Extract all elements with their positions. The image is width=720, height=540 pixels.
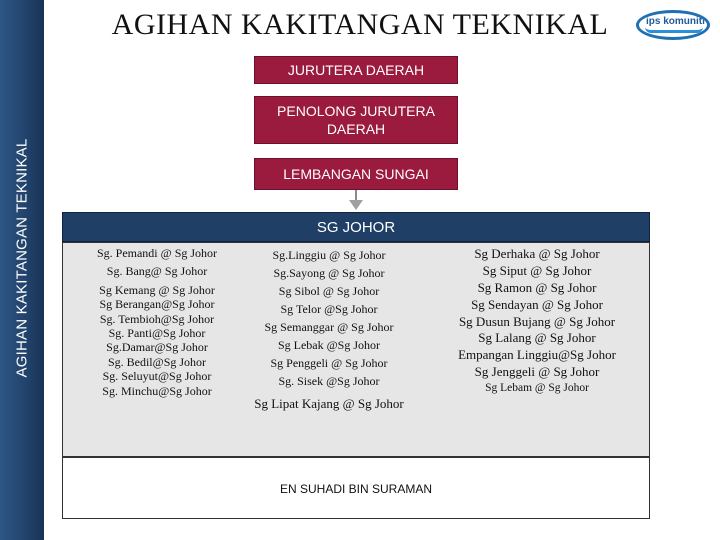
- jurutera-daerah-box: JURUTERA DAERAH: [254, 56, 458, 84]
- list-item: Sg. Sisek @Sg Johor: [278, 374, 380, 388]
- list-item: Sg Siput @ Sg Johor: [482, 262, 592, 278]
- list-item: Sg. Seluyut@Sg Johor: [102, 369, 212, 384]
- list-item: Sg Berangan@Sg Johor: [99, 297, 215, 312]
- list-item: Sg Lalang @ Sg Johor: [478, 330, 596, 346]
- list-item: Sg Dusun Bujang @ Sg Johor: [458, 313, 616, 329]
- side-label: AGIHAN KAKITANGAN TEKNIKAL: [13, 138, 31, 378]
- page-title: AGIHAN KAKITANGAN TEKNIKAL: [111, 8, 609, 41]
- list-item: Sg.Damar@Sg Johor: [106, 340, 208, 355]
- list-item: Sg Derhaka @ Sg Johor: [474, 246, 600, 261]
- list-item: Sg Lipat Kajang @ Sg Johor: [254, 396, 404, 411]
- officer-name: EN SUHADI BIN SURAMAN: [279, 482, 433, 496]
- list-item: Sg Semanggar @ Sg Johor: [264, 320, 394, 334]
- list-item: Sg Telor @Sg Johor: [280, 302, 378, 316]
- list-item: Sg. Minchu@Sg Johor: [102, 383, 212, 398]
- list-item: Sg Jenggeli @ Sg Johor: [474, 364, 600, 380]
- river-column-3: [442, 246, 632, 396]
- side-bar: [0, 0, 44, 540]
- river-column-1: [68, 246, 246, 398]
- down-arrow-icon: [349, 200, 363, 210]
- river-column-2: [246, 246, 412, 414]
- logo-text: ips komuniti: [646, 16, 705, 27]
- list-item: Sg Lebak @Sg Johor: [277, 338, 381, 352]
- lembangan-sungai-box: LEMBANGAN SUNGAI: [254, 158, 458, 190]
- list-item: Sg Kemang @ Sg Johor: [99, 282, 215, 297]
- list-item: Sg Lebam @ Sg Johor: [485, 382, 589, 395]
- list-item: Sg Penggeli @ Sg Johor: [270, 356, 388, 370]
- section-header: SG JOHOR: [62, 212, 650, 242]
- list-item: Sg. Pemandi @ Sg Johor: [96, 246, 218, 260]
- logo: [636, 10, 710, 40]
- list-item: Sg Sendayan @ Sg Johor: [471, 296, 603, 312]
- penolong-jurutera-box: PENOLONG JURUTERA DAERAH: [254, 96, 458, 144]
- list-item: Empangan Linggiu@Sg Johor: [458, 347, 616, 363]
- list-item: Sg.Linggiu @ Sg Johor: [272, 248, 386, 262]
- list-item: Sg. Bedil@Sg Johor: [107, 354, 207, 369]
- logo-wave-icon: [645, 27, 703, 33]
- list-item: Sg Ramon @ Sg Johor: [477, 279, 597, 295]
- list-item: Sg. Panti@Sg Johor: [108, 325, 206, 340]
- list-item: Sg. Tembioh@Sg Johor: [99, 311, 215, 326]
- list-item: Sg Sibol @ Sg Johor: [278, 284, 380, 298]
- list-item: Sg.Sayong @ Sg Johor: [273, 266, 385, 280]
- list-item: Sg. Bang@ Sg Johor: [106, 264, 208, 279]
